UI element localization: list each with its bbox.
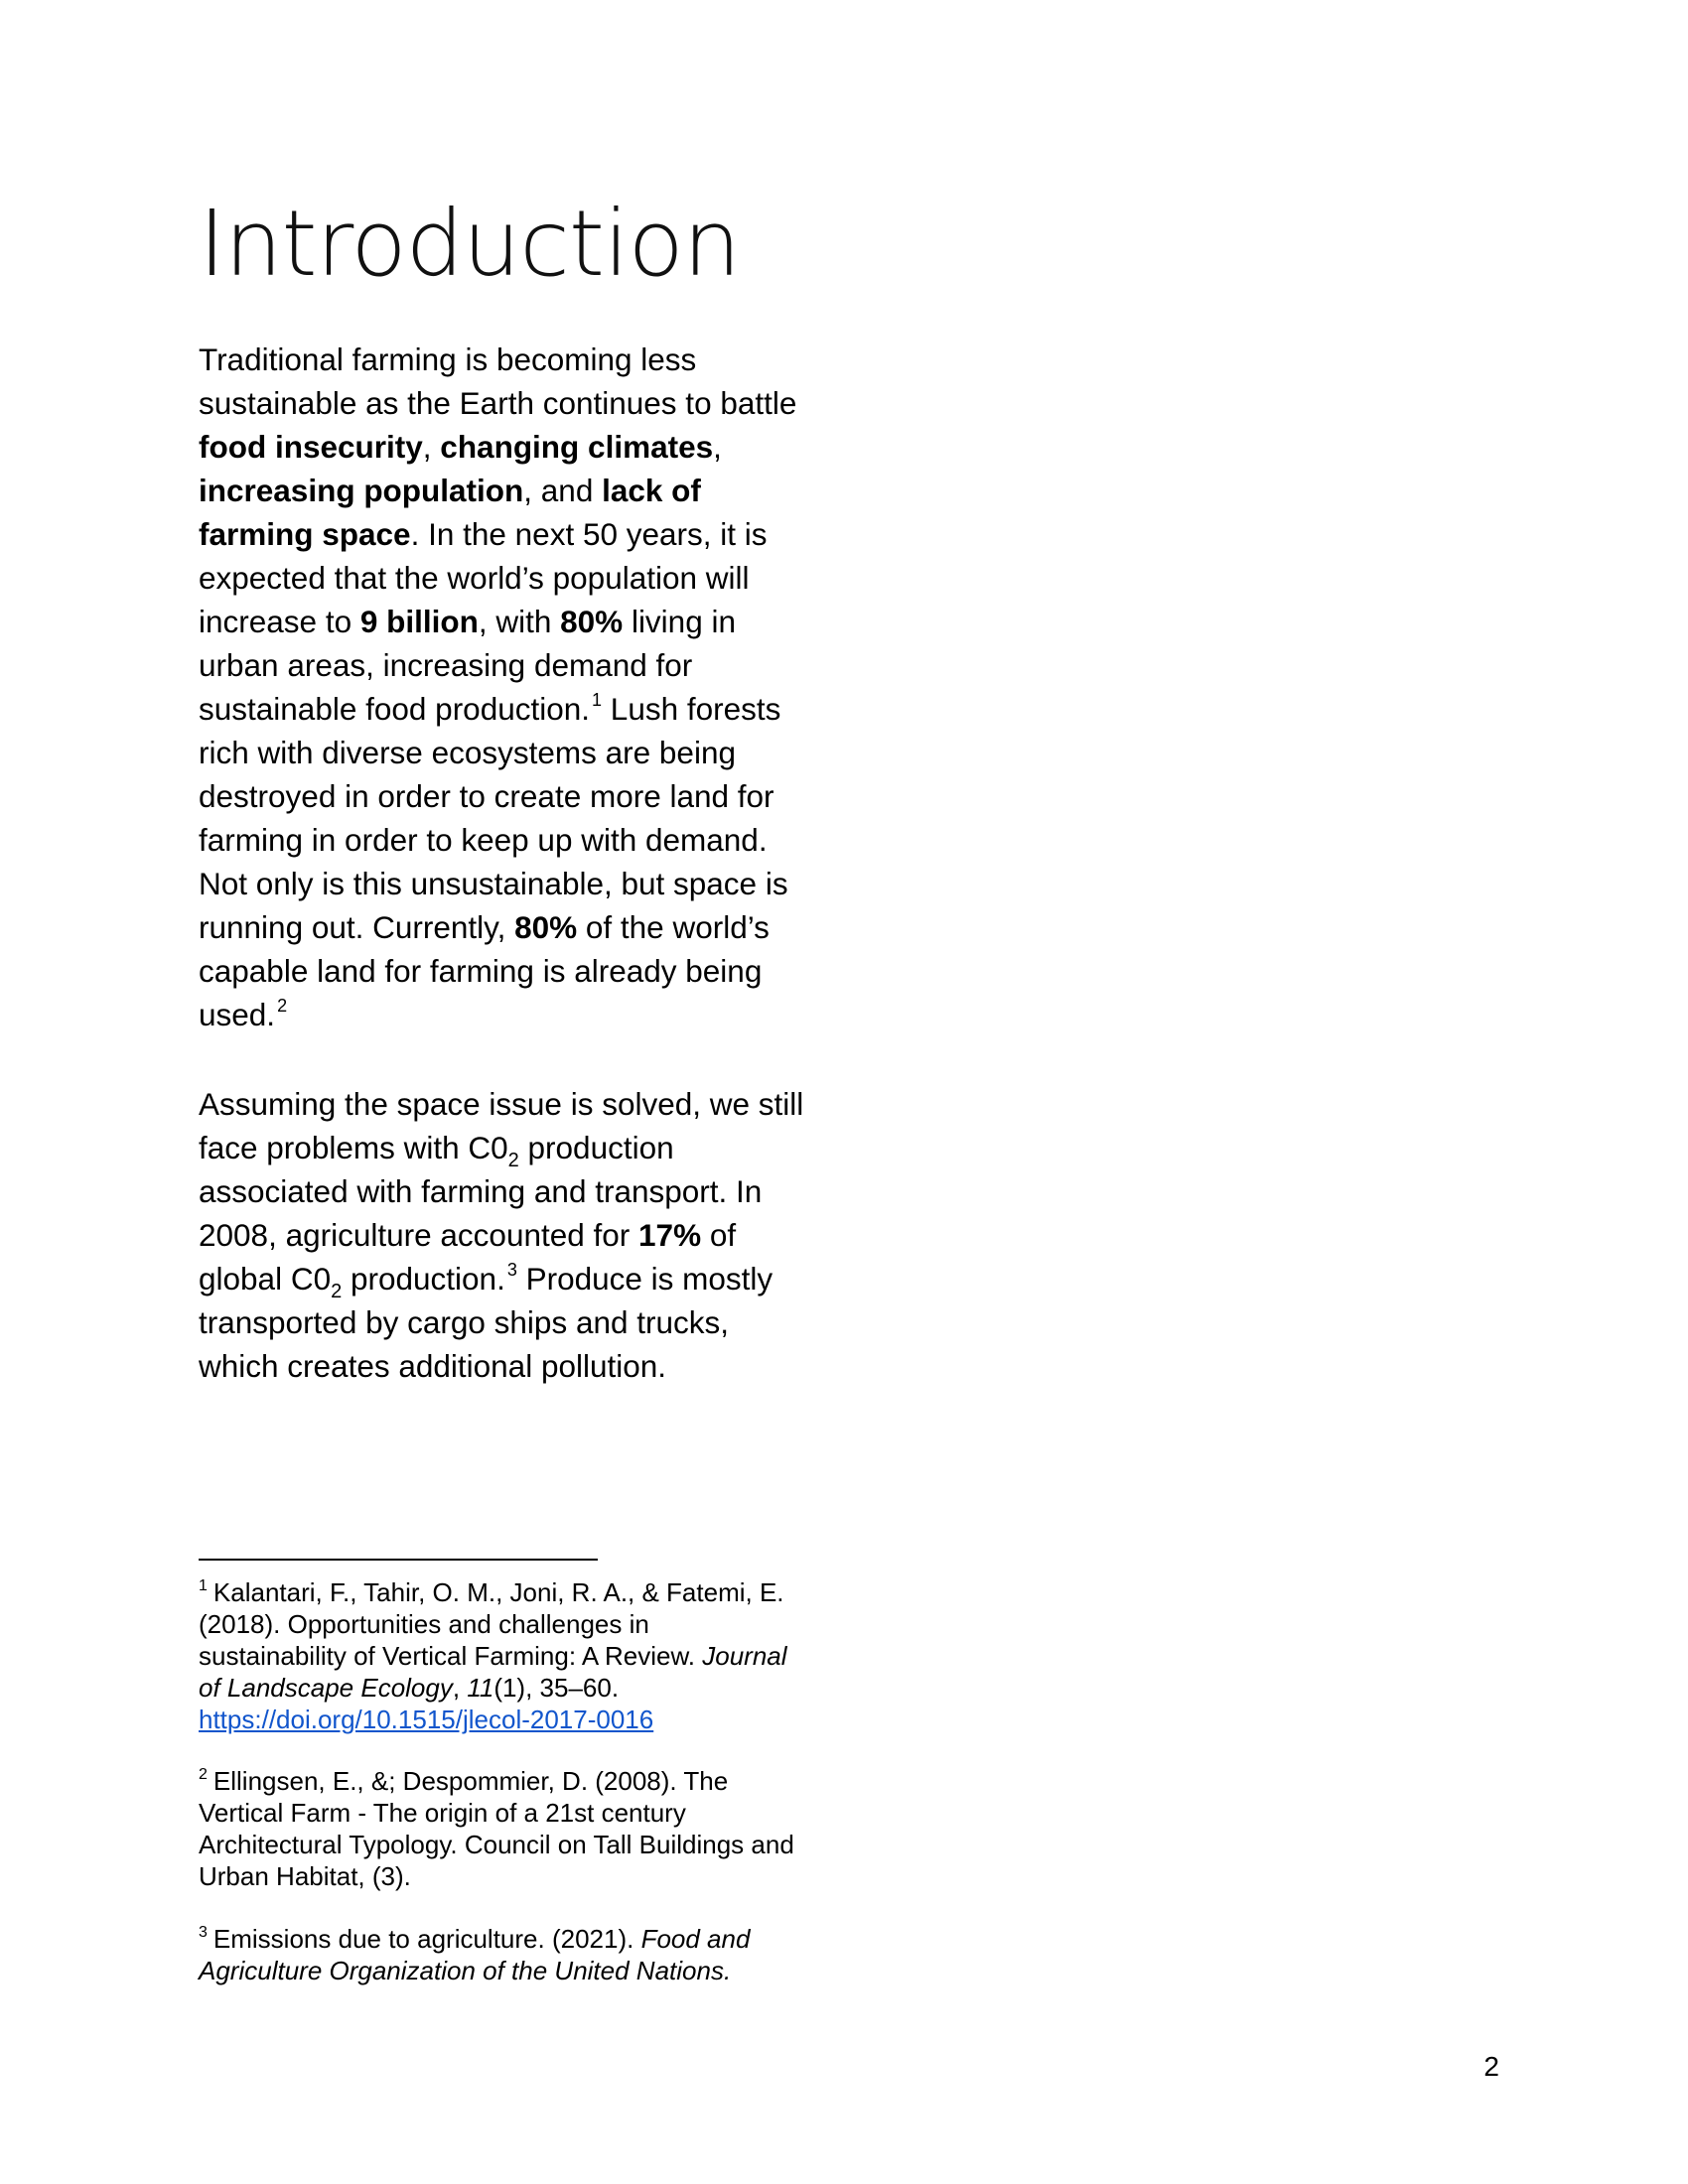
body-paragraph-1 bbox=[199, 338, 854, 1036]
organization-name: Agriculture Organization of the United Nations. bbox=[199, 1956, 732, 1985]
bold-term: increasing population bbox=[199, 473, 524, 508]
footnote-line: of Landscape Ecology, 11(1), 35–60. bbox=[199, 1673, 620, 1703]
text-line: capable land for farming is already being bbox=[199, 953, 763, 989]
text-line: food insecurity, changing climates, bbox=[199, 429, 722, 465]
text-line: running out. Currently, 80% of the world’s bbox=[199, 909, 770, 945]
text-line: face problems with $C0_2$ production bbox=[199, 1130, 674, 1171]
page-number: 2 bbox=[1483, 2051, 1499, 2082]
page-title: Introduction bbox=[199, 191, 741, 297]
footnote-line bbox=[199, 1704, 874, 1735]
text-line: Not only is this unsustainable, but space is bbox=[199, 866, 788, 901]
text-line: expected that the world’s population will bbox=[199, 560, 750, 596]
text-line: associated with farming and transport. In bbox=[199, 1173, 763, 1209]
journal-name: of Landscape Ecology bbox=[199, 1673, 453, 1703]
footnote-line: $^1$ Kalantari, F., Tahir, O. M., Joni, R. A., & Fatemi, E. bbox=[199, 1577, 784, 1607]
footnote-marker: 1 bbox=[199, 1577, 208, 1594]
bold-term: changing climates bbox=[440, 429, 714, 465]
text-line: transported by cargo ships and trucks, bbox=[199, 1304, 730, 1340]
text-line: Traditional farming is becoming less bbox=[199, 341, 697, 377]
text-line: increase to 9 billion, with 80% living in bbox=[199, 604, 736, 639]
subscript: 2 bbox=[507, 1150, 519, 1171]
text-line: used. $^2$ bbox=[199, 996, 288, 1032]
bold-stat: 80% bbox=[560, 604, 624, 639]
footnote-marker: 2 bbox=[199, 1766, 208, 1783]
text-line: farming in order to keep up with demand. bbox=[199, 822, 768, 858]
footnote-line: Urban Habitat, (3). bbox=[199, 1861, 411, 1891]
footnote-ref-3: 3 bbox=[506, 1260, 517, 1280]
text-line: rich with diverse ecosystems are being bbox=[199, 735, 736, 770]
bold-stat: 9 billion bbox=[359, 604, 479, 639]
footnote-marker: 3 bbox=[199, 1924, 208, 1941]
organization-name: Food and bbox=[640, 1924, 751, 1954]
footnote-ref-2: 2 bbox=[277, 996, 288, 1016]
footnote-line: $^2$ Ellingsen, E., &; Despommier, D. (2008). The bbox=[199, 1766, 729, 1796]
text-line: farming space. In the next 50 years, it is bbox=[199, 516, 768, 552]
text-line: Assuming the space issue is solved, we still bbox=[199, 1086, 804, 1122]
footnote-1 bbox=[199, 1576, 874, 1735]
footnote-2 bbox=[199, 1765, 874, 1892]
text-line: which creates additional pollution. bbox=[199, 1348, 667, 1384]
footnote-3 bbox=[199, 1923, 874, 1986]
text-line: global $C0_2$ production. $^3$ Produce is mostly bbox=[199, 1260, 774, 1302]
footnote-line: (2018). Opportunities and challenges in bbox=[199, 1609, 649, 1639]
bold-term: farming space bbox=[199, 516, 411, 552]
footnote-line: Vertical Farm - The origin of a 21st century bbox=[199, 1798, 686, 1828]
body-paragraph-2 bbox=[199, 1082, 854, 1388]
journal-name: Journal bbox=[702, 1641, 787, 1671]
doi-link[interactable]: https://doi.org/10.1515/jlecol-2017-0016 bbox=[199, 1705, 654, 1734]
footnote-divider bbox=[199, 1559, 598, 1561]
text-line: increasing population, and lack of bbox=[199, 473, 701, 508]
footnote-line: sustainability of Vertical Farming: A Review. Journal bbox=[199, 1641, 787, 1671]
text-line: sustainable food production. $^1$ Lush forests bbox=[199, 690, 781, 727]
text-line: 2008, agriculture accounted for 17% of bbox=[199, 1217, 737, 1253]
subscript: 2 bbox=[331, 1281, 343, 1302]
bold-term: lack of bbox=[602, 473, 701, 508]
bold-stat: 80% bbox=[514, 909, 578, 945]
bold-stat: 17% bbox=[638, 1217, 702, 1253]
text-line: destroyed in order to create more land for bbox=[199, 778, 774, 814]
volume-number: 11 bbox=[467, 1673, 494, 1703]
footnote-line bbox=[199, 1955, 874, 1986]
footnote-ref-1: 1 bbox=[592, 690, 603, 710]
text-line: sustainable as the Earth continues to battle bbox=[199, 385, 797, 421]
bold-term: food insecurity bbox=[199, 429, 423, 465]
footnote-line: Architectural Typology. Council on Tall Buildings and bbox=[199, 1830, 794, 1859]
text-line: urban areas, increasing demand for bbox=[199, 647, 693, 683]
footnote-line: $^3$ Emissions due to agriculture. (2021). Food and bbox=[199, 1924, 751, 1954]
